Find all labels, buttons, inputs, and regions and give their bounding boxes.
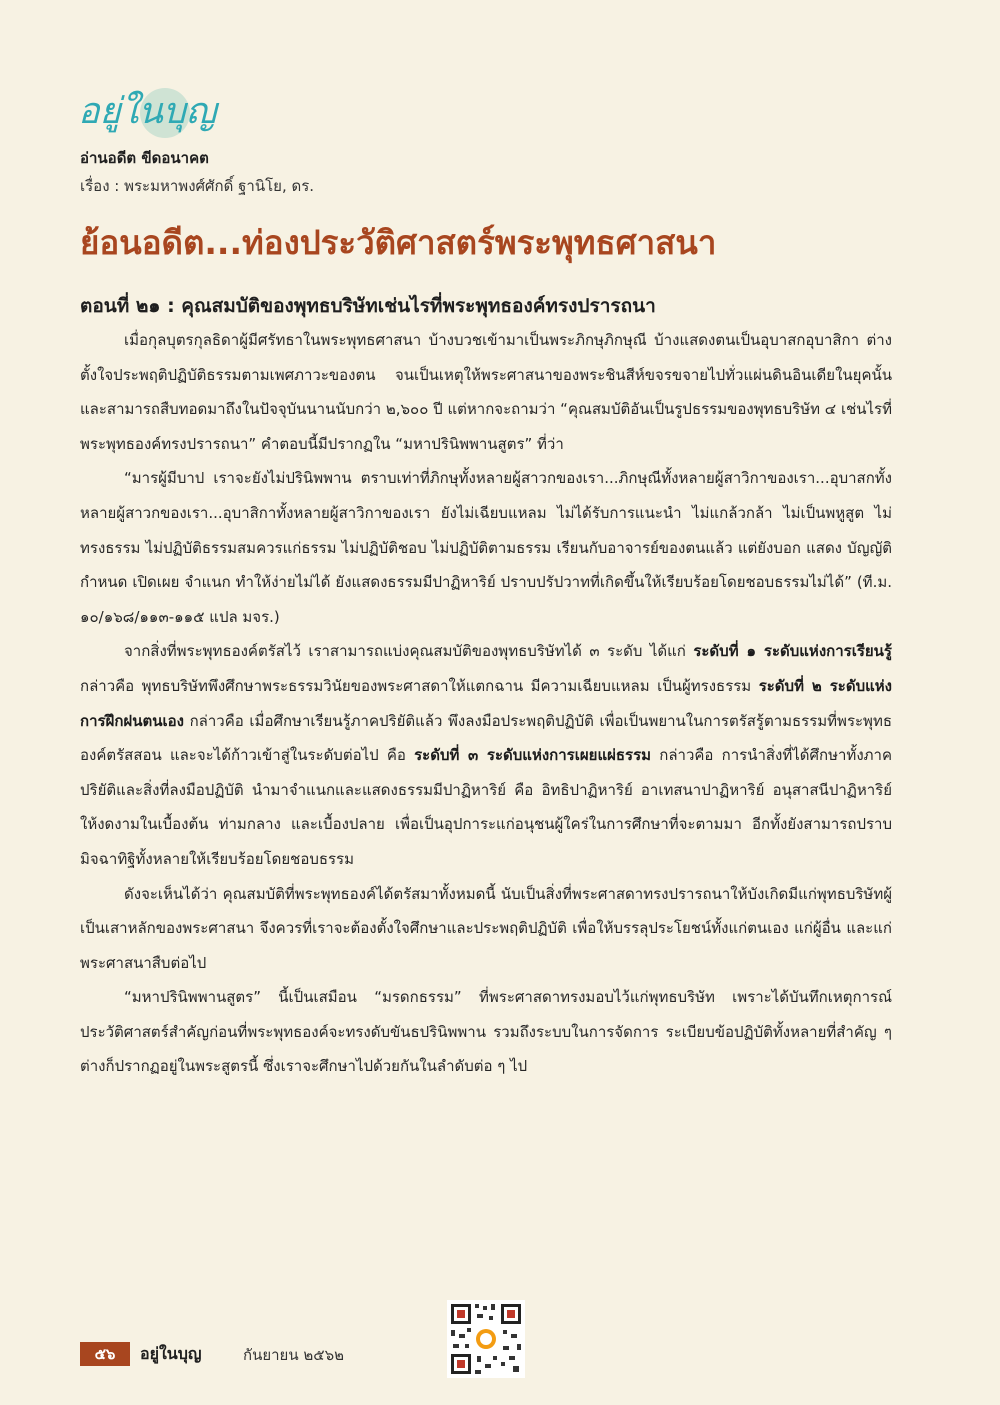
article-subtitle: ตอนที่ ๒๑ : คุณสมบัติของพุทธบริษัทเช่นไรที่พระพุทธองค์ทรงปรารถนา (80, 295, 656, 317)
logo-text: อยู่ในบุญ (78, 91, 217, 132)
magazine-logo (78, 88, 218, 144)
level-1-heading: ระดับที่ ๑ ระดับแห่งการเรียนรู้ (693, 642, 892, 661)
footer-issue-date: กันยายน ๒๕๖๒ (243, 1346, 345, 1364)
levels-text-c: กล่าวคือ พุทธบริษัทพึงศึกษาพระธรรมวินัยของพระศาสดาให้แตกฉาน มีความเฉียบแหลม เป็นผู้ทรงธรรม (80, 676, 759, 695)
section-label: อ่านอดีต ขีดอนาคต (80, 149, 209, 167)
paragraph-sutta: “มหาปรินิพพานสูตร” นี้เป็นเสมือน “มรดกธรรม” ที่พระศาสดาทรงมอบไว้แก่พุทธบริษัท เพราะได้บันทึกเหตุการณ์ประวัติศาสตร์สำคัญก่อนที่พระพุทธองค์จะทรงดับขันธปรินิพพาน รวมถึงระบบในการจัดการ ระเบียบข้อปฏิบัติทั้งหลายที่สำคัญ ๆ ต่างก็ปรากฏอยู่ในพระสูตรนี้ ซึ่งเราจะศึกษาไปด้วยกันในลำดับต่อ ๆ ไป (80, 988, 892, 1076)
page-number-badge: ๕๖ (80, 1342, 130, 1366)
level-2-heading: ระดับที่ ๒ ระดับแห่งการฝึกฝนตนเอง (80, 676, 892, 730)
paragraph-quote: “มารผู้มีบาป เราจะยังไม่ปรินิพพาน ตราบเท่าที่ภิกษุทั้งหลายผู้สาวกของเรา...ภิกษุณีทั้งหลายผู้สาวิกาของเรา...อุบาสกทั้งหลายผู้สาวกของเรา...อุบาสิกาทั้งหลายผู้สาวิกาของเรา ยังไม่เฉียบแหลม ไม่ได้รับการแนะนำ ไม่แกล้วกล้า ไม่เป็นพหูสูต ไม่ทรงธรรม ไม่ปฏิบัติธรรมสมควรแก่ธรรม ไม่ปฏิบัติชอบ ไม่ปฏิบัติตามธรรม เรียนกับอาจารย์ของตนแล้ว แต่ยังบอก แสดง บัญญัติ กำหนด เปิดเผย จำแนก ทำให้ง่ายไม่ได้ ยังแสดงธรรมมีปาฏิหาริย์ ปราบปรัปวาทที่เกิดขึ้นให้เรียบร้อยโดยชอบธรรมไม่ได้” (ที.ม. ๑๐/๑๖๘/๑๑๓-๑๑๕ แปล มจร.) (80, 469, 892, 626)
levels-text-d: กล่าวคือ เมื่อศึกษาเรียนรู้ภาคปริยัติแล้ว พึงลงมือประพฤติปฏิบัติ เพื่อเป็นพยานในการตรัสรู้ตามธรรมที่พระพุทธองค์ตรัสสอน และจะได้ก้าวเข้าสู่ในระดับต่อไป คือ (80, 711, 892, 765)
level-3-heading: ระดับที่ ๓ ระดับแห่งการเผยแผ่ธรรม (414, 746, 652, 765)
qr-code (447, 1300, 525, 1378)
paragraph-levels (80, 634, 892, 876)
article-body (80, 323, 892, 1084)
qr-code-graphic (447, 1300, 525, 1378)
levels-text-e: กล่าวคือ การนำสิ่งที่ได้ศึกษาทั้งภาคปริยัติและสิ่งที่ลงมือปฏิบัติ นำมาจำแนกและแสดงธรรมมีปาฏิหาริย์ คือ อิทธิปาฏิหาริย์ อาเทสนาปาฏิหาริย์ อนุสาสนีปาฏิหาริย์ ให้งดงามในเบื้องต้น ท่ามกลาง และเบื้องปลาย เพื่อเป็นอุปการะแก่อนุชนผู้ใคร่ในการศึกษาที่จะตามมา อีกทั้งยังสามารถปราบมิจฉาทิฐิทั้งหลายให้เรียบร้อยโดยชอบธรรม (80, 746, 892, 868)
paragraph-conclusion: ดังจะเห็นได้ว่า คุณสมบัติที่พระพุทธองค์ได้ตรัสมาทั้งหมดนี้ นับเป็นสิ่งที่พระศาสดาทรงปรารถนาให้บังเกิดมีแก่พุทธบริษัทผู้เป็นเสาหลักของพระศาสนา จึงควรที่เราจะต้องตั้งใจศึกษาและประพฤติปฏิบัติ เพื่อให้บรรลุประโยชน์ทั้งแก่ตนเอง แก่ผู้อื่น และแก่พระศาสนาสืบต่อไป (80, 884, 892, 972)
paragraph-intro: เมื่อกุลบุตรกุลธิดาผู้มีศรัทธาในพระพุทธศาสนา บ้างบวชเข้ามาเป็นพระภิกษุภิกษุณี บ้างแสดงตนเป็นอุบาสกอุบาสิกา ต่างตั้งใจประพฤติปฏิบัติธรรมตามเพศภาวะของตน จนเป็นเหตุให้พระศาสนาของพระชินสีห์ขจรขจายไปทั่วแผ่นดินอินเดียในยุคนั้น และสามารถสืบทอดมาถึงในปัจจุบันนานนับกว่า ๒,๖๐๐ ปี แต่หากจะถามว่า “คุณสมบัติอันเป็นรูปธรรมของพุทธบริษัท ๔ เช่นไรที่พระพุทธองค์ทรงปรารถนา” คำตอบนี้มีปรากฏใน “มหาปรินิพพานสูตร” ที่ว่า (80, 331, 892, 453)
author-line: เรื่อง : พระมหาพงศ์ศักดิ์ ฐานิโย, ดร. (80, 177, 315, 195)
footer-magazine-name: อยู่ในบุญ (140, 1344, 202, 1363)
article-title: ย้อนอดีต...ท่องประวัติศาสตร์พระพุทธศาสนา (80, 223, 717, 262)
levels-text-a: จากสิ่งที่พระพุทธองค์ตรัสไว้ เราสามารถแบ่งคุณสมบัติของพุทธบริษัทได้ ๓ ระดับ ได้แก่ (124, 642, 694, 661)
